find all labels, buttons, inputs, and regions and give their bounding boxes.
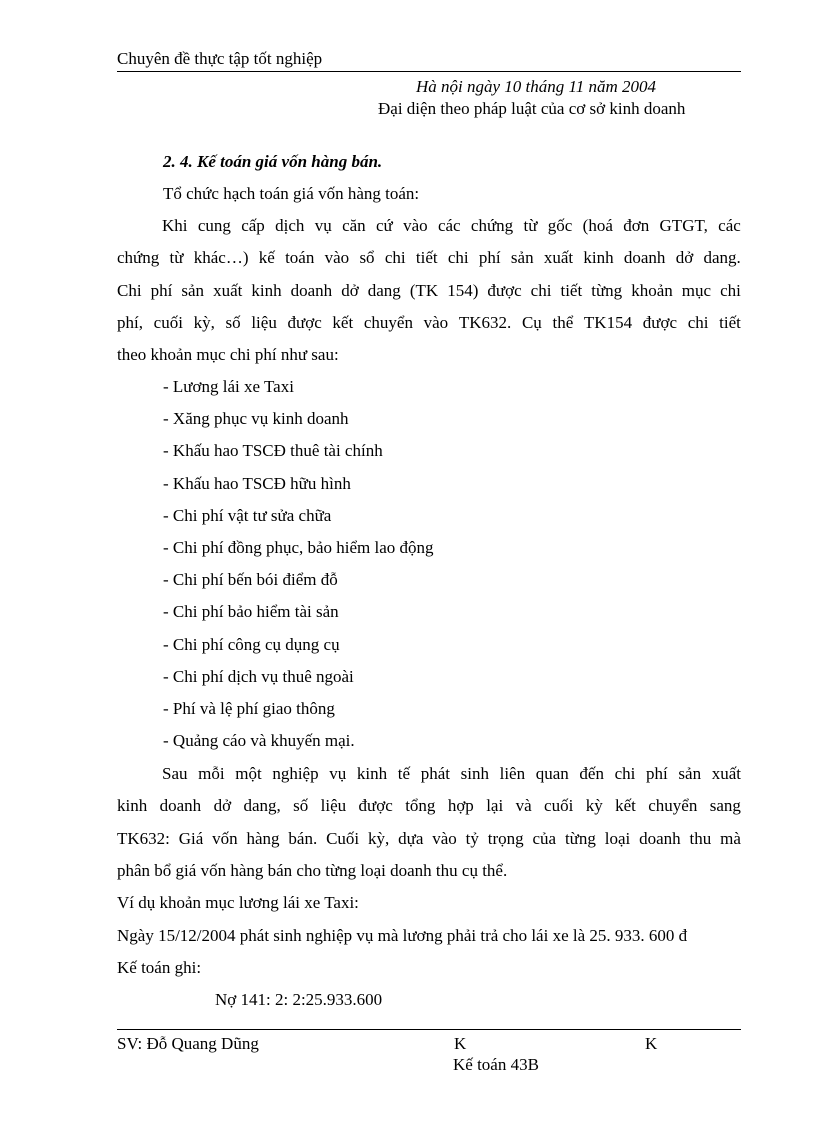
paragraph-line: TK632: Giá vốn hàng bán. Cuối kỳ, dựa vào tỷ trọng của từng loại doanh thu mà bbox=[117, 828, 741, 848]
list-item: - Quảng cáo và khuyến mại. bbox=[163, 731, 355, 750]
list-item: - Chi phí bến bói điểm đỗ bbox=[163, 570, 338, 589]
paragraph-line: Khi cung cấp dịch vụ căn cứ vào các chứng từ gốc (hoá đơn GTGT, các bbox=[162, 216, 741, 235]
list-item: - Khấu hao TSCĐ thuê tài chính bbox=[163, 441, 383, 460]
footer-divider bbox=[117, 1029, 741, 1030]
section-heading: 2. 4. Kế toán giá vốn hàng bán. bbox=[163, 152, 383, 171]
list-item: - Chi phí dịch vụ thuê ngoài bbox=[163, 667, 354, 686]
paragraph-line: phân bổ giá vốn hàng bán cho từng loại doanh thu cụ thể. bbox=[117, 860, 508, 880]
journal-entry: Nợ 141: 2: 2:25.933.600 bbox=[215, 990, 383, 1009]
header-divider bbox=[117, 71, 741, 72]
paragraph-line: phí, cuối kỳ, số liệu được kết chuyển vào TK632. Cụ thể TK154 được chi tiết bbox=[117, 312, 741, 332]
list-item: - Phí và lệ phí giao thông bbox=[163, 699, 335, 718]
list-item: - Xăng phục vụ kinh doanh bbox=[163, 409, 349, 428]
signature-date: Hà nội ngày 10 tháng 11 năm 2004 bbox=[416, 77, 657, 96]
paragraph-line: chứng từ khác…) kế toán vào sổ chi tiết chi phí sản xuất kinh doanh dở dang. bbox=[117, 248, 741, 268]
paragraph-cost-detail bbox=[117, 210, 741, 371]
paragraph-line: Sau mỗi một nghiệp vụ kinh tế phát sinh liên quan đến chi phí sản xuất bbox=[162, 764, 741, 783]
list-item: - Chi phí đồng phục, bảo hiểm lao động bbox=[163, 538, 434, 557]
signature-representative: Đại diện theo pháp luật của cơ sở kinh doanh bbox=[378, 99, 686, 118]
paragraph-line: kinh doanh dở dang, số liệu được tổng hợp lại và cuối kỳ kết chuyển sang bbox=[117, 796, 741, 816]
example-line: Ngày 15/12/2004 phát sinh nghiệp vụ mà lương phải trả cho lái xe là 25. 933. 600 đ bbox=[117, 926, 688, 945]
list-item: - Lương lái xe Taxi bbox=[163, 377, 294, 396]
intro-text: Tổ chức hạch toán giá vốn hàng toán: bbox=[163, 184, 420, 203]
list-item: - Chi phí vật tư sửa chữa bbox=[163, 506, 332, 525]
record-label: Kế toán ghi: bbox=[117, 958, 202, 977]
footer-class: Kế toán 43B bbox=[453, 1055, 539, 1074]
paragraph-line: theo khoản mục chi phí như sau: bbox=[117, 345, 339, 365]
footer-k-left: K bbox=[454, 1034, 467, 1053]
footer-k-right: K bbox=[645, 1034, 658, 1053]
paragraph-line: Chi phí sản xuất kinh doanh dở dang (TK 154) được chi tiết từng khoản mục chi bbox=[117, 280, 741, 300]
footer-student: SV: Đỗ Quang Dũng bbox=[117, 1034, 259, 1053]
list-item: - Chi phí bảo hiểm tài sản bbox=[163, 602, 339, 621]
paragraph-allocation bbox=[117, 758, 741, 887]
example-title: Ví dụ khoản mục lương lái xe Taxi: bbox=[117, 893, 359, 912]
page-header-title: Chuyên đề thực tập tốt nghiệp bbox=[117, 49, 323, 68]
list-item: - Khấu hao TSCĐ hữu hình bbox=[163, 474, 351, 493]
list-item: - Chi phí công cụ dụng cụ bbox=[163, 635, 340, 654]
